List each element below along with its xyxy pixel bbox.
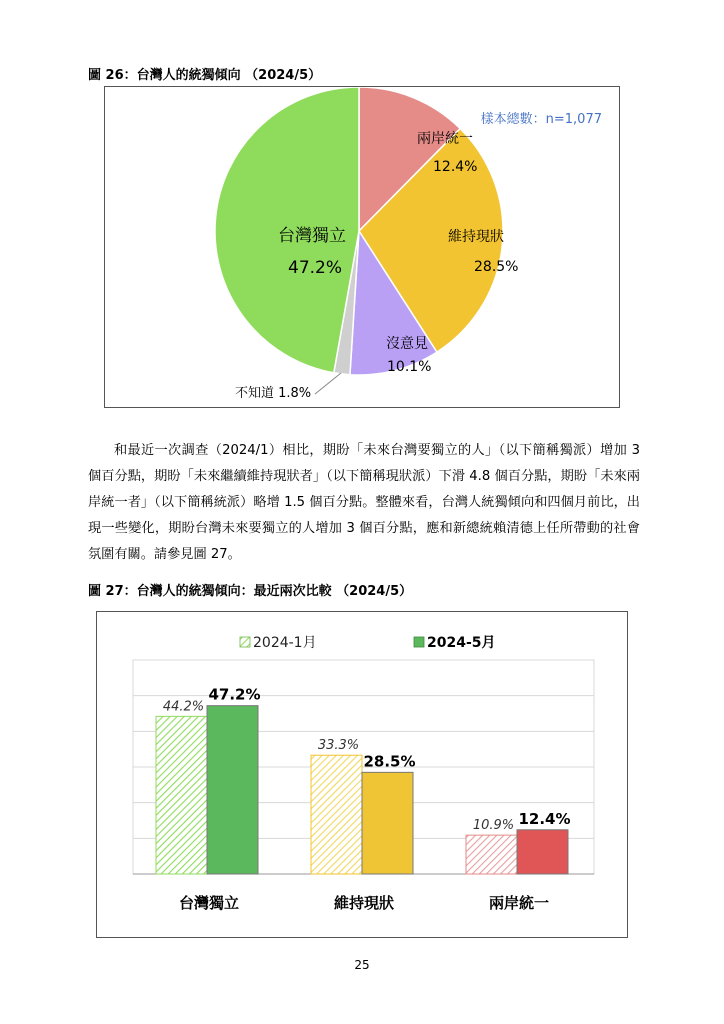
bar-2024-5-0: [207, 706, 258, 874]
pie-label-4: 台灣獨立: [278, 226, 346, 246]
pie-outside-label: 不知道 1.8%: [235, 386, 312, 401]
pie-value-4: 47.2%: [288, 258, 343, 278]
bar-label-2024-1-1: 33.3%: [317, 738, 360, 754]
bar-2024-1-2: [466, 835, 517, 874]
bar-label-2024-1-2: 10.9%: [472, 818, 515, 834]
bar-2024-5-2: [517, 830, 568, 874]
legend-label-2024-5: 2024-5月: [427, 635, 496, 651]
pie-label-1: 維持現狀: [448, 229, 504, 245]
pie-label-0: 兩岸統一: [417, 131, 473, 147]
page-number: 25: [354, 958, 370, 972]
figure-27-bar-chart: [96, 611, 628, 938]
pie-chart-svg: [105, 87, 619, 407]
category-label-0: 台灣獨立: [178, 894, 240, 912]
legend-swatch-2024-5: [414, 637, 424, 647]
bar-label-2024-5-1: 28.5%: [363, 752, 416, 771]
bar-2024-1-1: [311, 755, 362, 874]
category-label-1: 維持現狀: [333, 894, 395, 912]
body-paragraph: [88, 438, 640, 568]
figure-27-title: 圖 27：台灣人的統獨傾向：最近兩次比較 （2024/5）: [88, 584, 413, 599]
figure-26-pie-chart: [104, 86, 620, 408]
pie-value-2: 10.1%: [387, 359, 432, 375]
legend-swatch-2024-1: [240, 637, 250, 647]
bar-2024-1-0: [156, 716, 207, 874]
bar-2024-5-1: [362, 772, 413, 874]
pie-label-2: 沒意見: [386, 336, 428, 352]
pie-value-0: 12.4%: [433, 159, 478, 175]
category-label-2: 兩岸統一: [488, 894, 550, 912]
bar-label-2024-1-0: 44.2%: [162, 699, 205, 715]
sample-size-note: 樣本總數：n=1,077: [480, 112, 602, 127]
bar-chart-svg: [97, 612, 627, 937]
legend: [240, 635, 496, 651]
bar-label-2024-5-0: 47.2%: [208, 685, 261, 704]
figure-26-title: 圖 26：台灣人的統獨傾向 （2024/5）: [88, 68, 322, 83]
legend-label-2024-1: 2024-1月: [253, 635, 317, 651]
paragraph-text: 和最近一次調查（2024/1）相比，期盼「未來台灣要獨立的人」（以下簡稱獨派）增加 3 個百分點，期盼「未來繼續維持現狀者」（以下簡稱現狀派）下滑 4.8 個百分點，期盼「未來兩岸統一者」（以下簡稱統派）略增 1.5 個百分點。整體來看，台灣人統獨傾向和四個月前比，出現一些變化，期盼台灣未來要獨立的人增加 3 個百分點，應和新總統賴清德上任所帶動的社會氛圍有關。請參見圖 27。: [88, 443, 640, 562]
bar-label-2024-5-2: 12.4%: [518, 809, 571, 828]
leader-line: [315, 373, 341, 394]
pie-value-1: 28.5%: [474, 259, 519, 275]
